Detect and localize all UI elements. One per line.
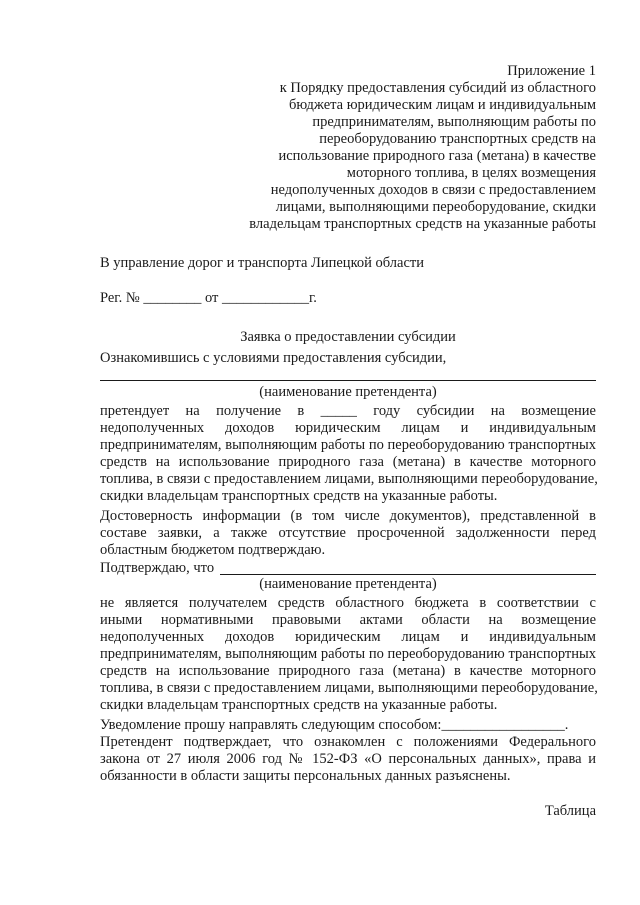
text-line: недополученных доходов юридическим лицам и индивидуальным xyxy=(100,420,596,436)
confirm-name-line xyxy=(220,574,596,575)
appendix-line: моторного топлива, в целях возмещения xyxy=(346,165,596,181)
applicant-name-line xyxy=(100,380,596,381)
text-line: предпринимателям, выполняющим работы по переоборудованию транспортных xyxy=(100,646,596,662)
table-label: Таблица xyxy=(544,803,596,819)
appendix-line: Приложение 1 xyxy=(507,63,596,79)
text-line: обязанности в области защиты персональных данных разъяснены. xyxy=(100,768,511,784)
registration-line: Рег. № ________ от ____________г. xyxy=(100,290,317,306)
notification-text: Уведомление прошу направлять следующим способом:_________________. xyxy=(100,717,569,733)
appendix-line: использование природного газа (метана) в качестве xyxy=(278,148,596,164)
appendix-header xyxy=(249,63,596,233)
text-line: недополученных доходов юридическим лицам и индивидуальным xyxy=(100,629,596,645)
text-line: средств на использование природного газа (метана) в качестве моторного xyxy=(100,663,596,679)
text-line: закона от 27 июля 2006 год № 152-ФЗ «О персональных данных», права и xyxy=(100,751,596,767)
text-line: скидки владельцам транспортных средств на указанные работы. xyxy=(100,488,498,504)
text-line: областным бюджетом подтверждаю. xyxy=(100,542,326,558)
text-line: топлива, в связи с предоставлением лицами, выполняющими переоборудование, xyxy=(100,680,598,696)
text-line: не является получателем средств областного бюджета в соответствии с xyxy=(100,595,596,611)
applicant-name-hint: (наименование претендента) xyxy=(259,384,437,400)
document-title: Заявка о предоставлении субсидии xyxy=(240,329,456,345)
addressee: В управление дорог и транспорта Липецкой области xyxy=(100,255,424,271)
paragraph-not-recipient xyxy=(100,595,596,714)
appendix-line: недополученных доходов в связи с предоставлением xyxy=(270,182,596,198)
appendix-line: предпринимателям, выполняющим работы по xyxy=(312,114,596,130)
appendix-line: владельцам транспортных средств на указанные работы xyxy=(249,216,596,232)
paragraph-claim xyxy=(100,403,596,505)
appendix-line: переоборудованию транспортных средств на xyxy=(319,131,596,147)
intro-text: Ознакомившись с условиями предоставления субсидии, xyxy=(100,350,447,366)
text-line: иными нормативными правовыми актами области на возмещение xyxy=(100,612,596,628)
paragraph-personal-data xyxy=(100,734,596,785)
text-line: Достоверность информации (в том числе документов), представленной в xyxy=(100,508,596,524)
text-line: средств на использование природного газа (метана) в качестве моторного xyxy=(100,454,596,470)
paragraph-reliability xyxy=(100,508,596,559)
confirm-text: Подтверждаю, что xyxy=(100,560,215,576)
text-line: Претендент подтверждает, что ознакомлен с положениями Федерального xyxy=(100,734,596,750)
text-line: претендует на получение в _____ году субсидии на возмещение xyxy=(100,403,596,419)
text-line: топлива, в связи с предоставлением лицами, выполняющими переоборудование, xyxy=(100,471,598,487)
appendix-line: к Порядку предоставления субсидий из областного xyxy=(279,80,596,96)
text-line: предпринимателям, выполняющим работы по переоборудованию транспортных xyxy=(100,437,596,453)
appendix-line: лицами, выполняющими переоборудование, скидки xyxy=(275,199,596,215)
appendix-line: бюджета юридическим лицам и индивидуальным xyxy=(289,97,596,113)
text-line: составе заявки, а также отсутствие просроченной задолженности перед xyxy=(100,525,596,541)
confirm-name-hint: (наименование претендента) xyxy=(259,576,437,592)
text-line: скидки владельцам транспортных средств на указанные работы. xyxy=(100,697,498,713)
